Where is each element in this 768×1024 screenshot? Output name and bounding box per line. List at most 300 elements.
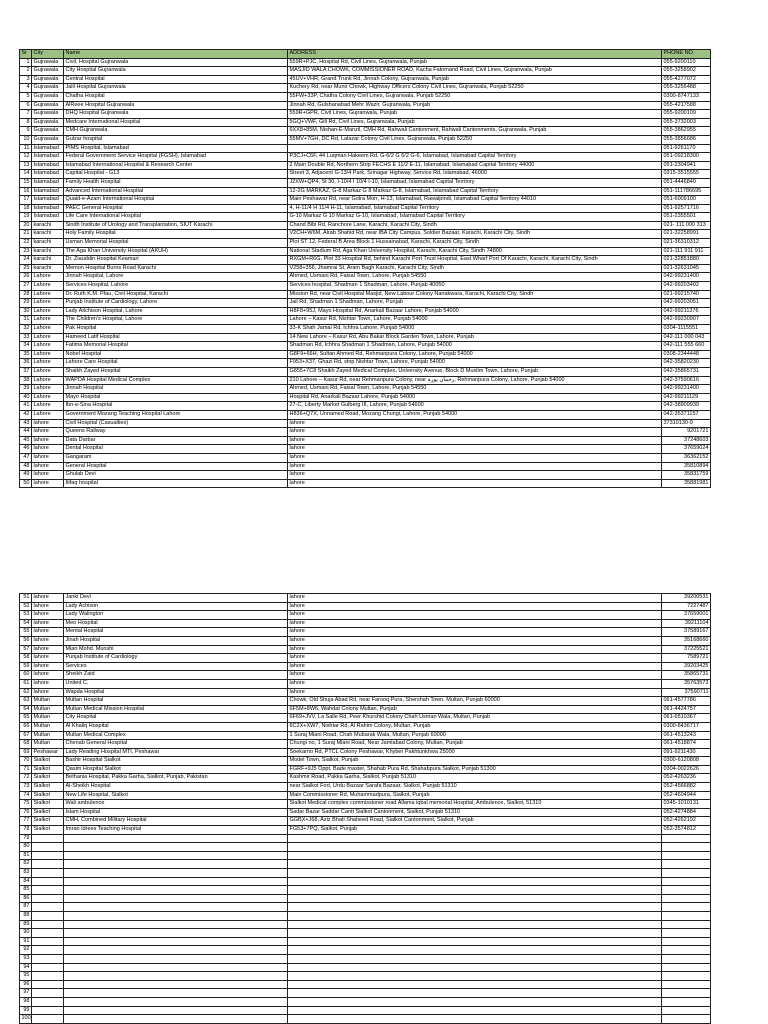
cell-name: Lady Reading Hospital MTI, Peshawar (64, 748, 288, 757)
cell-phone: 042-99211376 (662, 307, 711, 316)
cell-city (32, 886, 64, 895)
cell-phone (662, 989, 711, 998)
cell-sr: 98 (20, 997, 32, 1006)
cell-address: Kuchery Rd, near Munir Chowk, Highway Officers Colony Civil Lines, Gujranwala, Punjab 52250 (288, 84, 662, 93)
cell-sr: 42 (20, 410, 32, 419)
cell-sr: 33 (20, 333, 32, 342)
cell-phone: 7227487 (662, 602, 711, 611)
cell-address (288, 144, 662, 153)
cell-sr: 47 (20, 453, 32, 462)
cell-sr: 22 (20, 239, 32, 248)
cell-sr: 40 (20, 393, 32, 402)
cell-name (64, 851, 288, 860)
cell-phone (662, 963, 711, 972)
cell-phone: 021-32631045 (662, 264, 711, 273)
cell-address (288, 954, 662, 963)
table-row (20, 765, 711, 774)
cell-name (64, 894, 288, 903)
table-row (20, 419, 711, 428)
table-row (20, 256, 711, 265)
cell-address (288, 980, 662, 989)
cell-city: Lahore (32, 367, 64, 376)
table-row (20, 367, 711, 376)
cell-sr: 5 (20, 92, 32, 101)
cell-address: 55FW+33P, Chatha Colony Civil Lines, Gujranwala, Punjab 52250 (288, 92, 662, 101)
cell-name: Wali ambulence (64, 800, 288, 809)
cell-phone: 055-3856686 (662, 135, 711, 144)
cell-address: Main Commissioner Rd, Muhammadpura, Sialkot, Punjab (288, 791, 662, 800)
cell-phone: 042-111 555 660 (662, 342, 711, 351)
cell-phone: 052-3574812 (662, 826, 711, 835)
cell-phone: 37589167 (662, 628, 711, 637)
cell-city: Sialkot (32, 817, 64, 826)
cell-address: 45UV+VHR, Grand Trunk Rd, Jinnah Colony, Gujranwala, Punjab (288, 75, 662, 84)
cell-city: Islamabad (32, 196, 64, 205)
cell-phone: 052-4274884 (662, 808, 711, 817)
cell-sr: 99 (20, 1006, 32, 1015)
cell-city: Gujrawala (32, 135, 64, 144)
cell-city: lahore (32, 628, 64, 637)
cell-sr: 18 (20, 204, 32, 213)
cell-address: lahore (288, 471, 662, 480)
cell-city: lahore (32, 471, 64, 480)
cell-name: Life Care International Hospital (64, 213, 288, 222)
table-row (20, 445, 711, 454)
cell-phone (662, 911, 711, 920)
cell-phone: 39203425 (662, 662, 711, 671)
cell-address: Soekarno Rd, PTCL Colony Peshawar, Khyber Pakhtunkhwa 25000 (288, 748, 662, 757)
cell-name: New Life Hospital, Sialkot (64, 791, 288, 800)
cell-phone (662, 869, 711, 878)
cell-name: General Hospital (64, 462, 288, 471)
cell-phone: 055-3258902 (662, 67, 711, 76)
cell-phone: 35763573 (662, 679, 711, 688)
cell-address: Ahmed, Usmani Rd, Faisal Town, Lahore, Punjab 54550 (288, 385, 662, 394)
table-row (20, 808, 711, 817)
cell-phone: 042-35371157 (662, 410, 711, 419)
cell-address: lahore (288, 445, 662, 454)
table-row (20, 679, 711, 688)
cell-sr: 71 (20, 765, 32, 774)
cell-phone: 042-111 000 043 (662, 333, 711, 342)
cell-address: lahore (288, 611, 662, 620)
cell-phone: 042-35865731 (662, 367, 711, 376)
table-row (20, 462, 711, 471)
cell-address: lahore (288, 428, 662, 437)
cell-address: V258+356, Jhamrai St, Aram Bagh Karachi, Karachi City, Sindh (288, 264, 662, 273)
cell-phone: 042-38909939 (662, 402, 711, 411)
cell-name: Punjab Institute of Cardiology (64, 654, 288, 663)
cell-address: 6C2X+XW7, Nishtar Rd, Al Rahim Colony, Multan, Punjab (288, 722, 662, 731)
cell-name: Ghulab Devi (64, 471, 288, 480)
table-row (20, 1006, 711, 1015)
cell-city: lahore (32, 688, 64, 697)
table-row (20, 161, 711, 170)
cell-name: PIMS Hospital, Islamabad (64, 144, 288, 153)
cell-city: Sialkot (32, 757, 64, 766)
cell-phone: 055-4277072 (662, 75, 711, 84)
table-row (20, 963, 711, 972)
header-sr: Sr (20, 50, 32, 59)
table-row (20, 937, 711, 946)
cell-address: Chand Bibi Rd, Ranchore Lane, Karachi, Karachi City, Sindh (288, 221, 662, 230)
table-row (20, 187, 711, 196)
cell-address: Kashmir Road, Pakka Garha, Sialkot, Punjab 51310 (288, 774, 662, 783)
cell-address: RXGM+R6G, Plot 33 Hospital Rd, behind Karachi Port Trust Hospital, East Wharf Port Of Karachi, Karachi, Karachi City, Sindh (288, 256, 662, 265)
cell-sr: 53 (20, 611, 32, 620)
cell-sr: 76 (20, 808, 32, 817)
cell-name: Jalil Hospital Gujranwala (64, 84, 288, 93)
cell-address: 4, H-11/4 H 11/4 H-11, Islamabad, Islamabad Capital Territory (288, 204, 662, 213)
cell-sr: 77 (20, 817, 32, 826)
cell-address: Chungi no, 1 Suraj Miani Road, Near Jamlabad Colony, Multan, Punjab (288, 740, 662, 749)
cell-address: Jinnah Rd, Gulshanabad Mehr Wazir, Gujranwala, Punjab (288, 101, 662, 110)
cell-address: Ahmed, Usmani Rd, Faisal Town, Lahore, Punjab 54550 (288, 273, 662, 282)
cell-name: Dental Hospital (64, 445, 288, 454)
cell-address: Street 3, Adjacent G-13/4 Park, Srinagar Highway, Service Rd, Islamabad, 46000 (288, 170, 662, 179)
cell-name: Punjab Institute of Cardiology, Lahore (64, 299, 288, 308)
table-row (20, 385, 711, 394)
cell-name: Chenab General Hospital (64, 740, 288, 749)
cell-name: Lady Achison (64, 602, 288, 611)
cell-name: City Hospital (64, 714, 288, 723)
cell-sr: 41 (20, 402, 32, 411)
cell-sr: 25 (20, 264, 32, 273)
header-phone: PHONE NO. (662, 50, 711, 59)
cell-phone (662, 946, 711, 955)
cell-city (32, 937, 64, 946)
cell-sr: 28 (20, 290, 32, 299)
cell-phone: 055-4217588 (662, 101, 711, 110)
cell-address: Shadman Rd, Ichhra Shadman 1 Shadman, Lahore, Punjab 54000 (288, 342, 662, 351)
cell-name (64, 954, 288, 963)
cell-city: Gujrawala (32, 127, 64, 136)
cell-sr: 29 (20, 299, 32, 308)
cell-name: Holy Family Hospital (64, 230, 288, 239)
cell-address: lahore (288, 636, 662, 645)
cell-name (64, 946, 288, 955)
cell-address: 12-2G MARKAZ, G-8 Markaz G 8 Markaz G-8, Islamabad, Islamabad Capital Territory (288, 187, 662, 196)
cell-sr: 24 (20, 256, 32, 265)
cell-sr: 38 (20, 376, 32, 385)
table-row (20, 359, 711, 368)
cell-city: lahore (32, 619, 64, 628)
cell-address (288, 843, 662, 852)
cell-sr: 43 (20, 419, 32, 428)
cell-sr: 54 (20, 619, 32, 628)
cell-phone: 052-4566882 (662, 783, 711, 792)
cell-address: lahore (288, 662, 662, 671)
cell-sr: 70 (20, 757, 32, 766)
cell-sr: 50 (20, 479, 32, 488)
cell-city: Sialkot (32, 808, 64, 817)
cell-city: karachi (32, 264, 64, 273)
cell-sr: 75 (20, 800, 32, 809)
cell-sr: 82 (20, 860, 32, 869)
cell-name (64, 1006, 288, 1015)
cell-city: Multan (32, 714, 64, 723)
cell-name (64, 989, 288, 998)
cell-phone (662, 1006, 711, 1015)
cell-name: Quaid-e-Azam International Hospital (64, 196, 288, 205)
cell-city: Lahore (32, 282, 64, 291)
cell-address (288, 869, 662, 878)
cell-sr: 57 (20, 645, 32, 654)
cell-city (32, 963, 64, 972)
cell-phone: 37248603 (662, 436, 711, 445)
cell-sr: 62 (20, 688, 32, 697)
cell-name: Central Hospital (64, 75, 288, 84)
cell-city: lahore (32, 594, 64, 603)
cell-city (32, 894, 64, 903)
table-row (20, 101, 711, 110)
cell-phone: 35831759 (662, 471, 711, 480)
cell-address (288, 972, 662, 981)
table-row (20, 757, 711, 766)
cell-phone: 021-32851880 (662, 256, 711, 265)
cell-name: Lahore Care Hospital (64, 359, 288, 368)
cell-address: lahore (288, 453, 662, 462)
cell-address (288, 989, 662, 998)
cell-name (64, 937, 288, 946)
header-name: Name (64, 50, 288, 59)
cell-phone: 0315-3515555 (662, 170, 711, 179)
cell-city: Gujrawala (32, 84, 64, 93)
table-row (20, 697, 711, 706)
cell-city: karachi (32, 221, 64, 230)
cell-phone (662, 903, 711, 912)
table-row (20, 688, 711, 697)
cell-name: Services (64, 662, 288, 671)
cell-sr: 19 (20, 213, 32, 222)
cell-sr: 45 (20, 436, 32, 445)
table-row (20, 860, 711, 869)
cell-phone: 055-3732003 (662, 118, 711, 127)
cell-sr: 86 (20, 894, 32, 903)
table-row (20, 92, 711, 101)
cell-name: Jinnah Hospital (64, 385, 288, 394)
cell-name: Sheikh Zaid (64, 671, 288, 680)
cell-city: Lahore (32, 333, 64, 342)
cell-address: Chowk, Old Shuja Abad Rd, near Farooq Pura, Shershah Town, Multan, Punjab 60000 (288, 697, 662, 706)
cell-city: lahore (32, 453, 64, 462)
cell-name: Lady Walington (64, 611, 288, 620)
cell-name: WAPDA Hospital Medical Complex (64, 376, 288, 385)
cell-name: The Children's Hospital, Lahore (64, 316, 288, 325)
cell-sr: 93 (20, 954, 32, 963)
table-row (20, 714, 711, 723)
cell-phone (662, 886, 711, 895)
cell-name: Jinah Hospital (64, 636, 288, 645)
cell-sr: 52 (20, 602, 32, 611)
table-row (20, 826, 711, 835)
cell-phone: 052-4263236 (662, 774, 711, 783)
cell-city: Sialkot (32, 800, 64, 809)
table-row (20, 230, 711, 239)
cell-phone: 0308-2344448 (662, 350, 711, 359)
cell-sr: 16 (20, 187, 32, 196)
cell-address: 559R+GPR, Civil Lines, Gujranwala, Punjab (288, 110, 662, 119)
table-row (20, 594, 711, 603)
cell-city: lahore (32, 611, 64, 620)
cell-sr: 73 (20, 783, 32, 792)
cell-address (288, 894, 662, 903)
cell-phone: 0300-6120808 (662, 757, 711, 766)
table-row (20, 731, 711, 740)
cell-phone: 35810894 (662, 462, 711, 471)
cell-address: H8F8+95J, Mayo Hospital Rd, Anarkali Bazaar Lahore, Punjab 54000 (288, 307, 662, 316)
cell-city: Lahore (32, 290, 64, 299)
table-row (20, 783, 711, 792)
cell-name: Jinnah Hospital, Lahore (64, 273, 288, 282)
table-row (20, 791, 711, 800)
cell-city: Lahore (32, 350, 64, 359)
table-row (20, 290, 711, 299)
cell-phone: 055-9200110 (662, 58, 711, 67)
table-row (20, 118, 711, 127)
cell-sr: 88 (20, 911, 32, 920)
cell-sr: 2 (20, 67, 32, 76)
cell-name (64, 911, 288, 920)
table-row (20, 471, 711, 480)
cell-phone: 35865731 (662, 671, 711, 680)
cell-city: karachi (32, 247, 64, 256)
cell-sr: 72 (20, 774, 32, 783)
cell-sr: 56 (20, 636, 32, 645)
cell-name: Ibn-e-Sina Hospital (64, 402, 288, 411)
cell-address: H836+Q7X, Unnamed Road, Mozang Chungi, Lahore, Punjab 54000 (288, 410, 662, 419)
cell-city: Islamabad (32, 187, 64, 196)
table-row (20, 894, 711, 903)
cell-name (64, 972, 288, 981)
cell-name: Chatha Hospital (64, 92, 288, 101)
cell-phone: 35168660 (662, 636, 711, 645)
cell-address: GGBX+J68, Aziz Bhati Shaheed Road, Sialkot Cantonment, Sialkot, Punjab (288, 817, 662, 826)
cell-phone: 061-6510367 (662, 714, 711, 723)
cell-city (32, 843, 64, 852)
cell-phone: 0345-1010131 (662, 800, 711, 809)
cell-sr: 92 (20, 946, 32, 955)
cell-name (64, 963, 288, 972)
cell-phone (662, 937, 711, 946)
cell-name: Data Darbar (64, 436, 288, 445)
cell-city: Lahore (32, 342, 64, 351)
cell-address: near Sialkot Fort, Urdu Bazaar Sarafa Bazaar, Sialkot, Punjab 51310 (288, 783, 662, 792)
cell-address: 6F69+JVV, La Salle Rd, Peer Khurshid Colony Chah Usman Wala, Multan, Punjab (288, 714, 662, 723)
cell-city: lahore (32, 419, 64, 428)
cell-name (64, 1015, 288, 1024)
cell-sr: 20 (20, 221, 32, 230)
cell-address: lahore (288, 436, 662, 445)
cell-sr: 12 (20, 153, 32, 162)
cell-city: Islamabad (32, 161, 64, 170)
table-row (20, 972, 711, 981)
cell-phone (662, 972, 711, 981)
cell-address: National Stadium Rd, Aga Khan University Hospital, Karachi, Karachi City, Sindh 74800 (288, 247, 662, 256)
table-row (20, 282, 711, 291)
table-row (20, 920, 711, 929)
cell-city: lahore (32, 445, 64, 454)
cell-address: 33-K Shah Jamal Rd, Ichhra Lahore, Punjab 54000 (288, 325, 662, 334)
cell-address: 559R+PJC, Hospital Rd, Civil Lines, Gujranwala, Punjab (288, 58, 662, 67)
cell-address: 5GQ+VWF, Gill Rd, Civil Lines, Gujranwala, Punjab (288, 118, 662, 127)
cell-city: Islamabad (32, 213, 64, 222)
cell-name: Meo Hospital (64, 619, 288, 628)
cell-address (288, 1015, 662, 1024)
cell-address (288, 946, 662, 955)
cell-sr: 80 (20, 843, 32, 852)
table-row (20, 75, 711, 84)
cell-phone: 021- 111 000 313 (662, 221, 711, 230)
cell-name: Bethania Hospital, Pakka Garha, Sialkot, Punjab, Pakistan (64, 774, 288, 783)
cell-name: AlReee Hospital Gujranwala (64, 101, 288, 110)
cell-city: Gujrawala (32, 101, 64, 110)
cell-phone: 021-36310312 (662, 239, 711, 248)
table-row (20, 196, 711, 205)
cell-address: Sadar Bazar Saddar Cantt Sialkot Cantonment, Sialkot, Punjab 51310 (288, 808, 662, 817)
cell-name: The Aga Khan University Hospital (AKUH) (64, 247, 288, 256)
cell-sr: 6 (20, 101, 32, 110)
cell-city: Gujrawala (32, 92, 64, 101)
cell-address: Main Peshawar Rd, near Golra Morr, H-13, Islamabad, Rawalpindi, Islamabad Capital Territory 44010 (288, 196, 662, 205)
cell-city: Multan (32, 731, 64, 740)
cell-name: Multan Hospital (64, 697, 288, 706)
cell-city: Gujrawala (32, 118, 64, 127)
cell-city (32, 929, 64, 938)
table-row (20, 886, 711, 895)
table-row (20, 1015, 711, 1024)
cell-name: Gangaram (64, 453, 288, 462)
cell-name: Imran Idrees Teaching Hospital (64, 826, 288, 835)
cell-name (64, 834, 288, 843)
cell-city: Islamabad (32, 153, 64, 162)
cell-sr: 26 (20, 273, 32, 282)
cell-sr: 36 (20, 359, 32, 368)
table-row (20, 903, 711, 912)
cell-city (32, 954, 64, 963)
cell-address: FGRF+9J5 Oppt. Bade master, Shahab Pura Rd, Shahabpura Sialkot, Punjab 51300 (288, 765, 662, 774)
cell-name: United C. (64, 679, 288, 688)
cell-sr: 37 (20, 367, 32, 376)
table-row (20, 307, 711, 316)
table-row (20, 247, 711, 256)
cell-address: lahore (288, 419, 662, 428)
cell-city: Lahore (32, 385, 64, 394)
cell-sr: 51 (20, 594, 32, 603)
cell-city: Islamabad (32, 170, 64, 179)
cell-sr: 65 (20, 714, 32, 723)
cell-city: lahore (32, 462, 64, 471)
table-row (20, 929, 711, 938)
cell-address (288, 911, 662, 920)
cell-address: G8F9+66H, Sultan Ahmed Rd, Rehmanpura Colony, Lahore, Punjab 54000 (288, 350, 662, 359)
cell-sr: 46 (20, 445, 32, 454)
table-row (20, 170, 711, 179)
cell-phone: 36362152 (662, 453, 711, 462)
table-row (20, 333, 711, 342)
table-row (20, 84, 711, 93)
cell-sr: 23 (20, 247, 32, 256)
cell-name: DHQ Hospital Gujranwala (64, 110, 288, 119)
header-address: ADDRESS (288, 50, 662, 59)
cell-phone: 042-99230907 (662, 316, 711, 325)
cell-city: Gujrawala (32, 67, 64, 76)
cell-name: Janki Devi (64, 594, 288, 603)
cell-phone: 052-4604944 (662, 791, 711, 800)
cell-name: Hameed Latif Hospital (64, 333, 288, 342)
cell-sr: 55 (20, 628, 32, 637)
cell-phone (662, 834, 711, 843)
